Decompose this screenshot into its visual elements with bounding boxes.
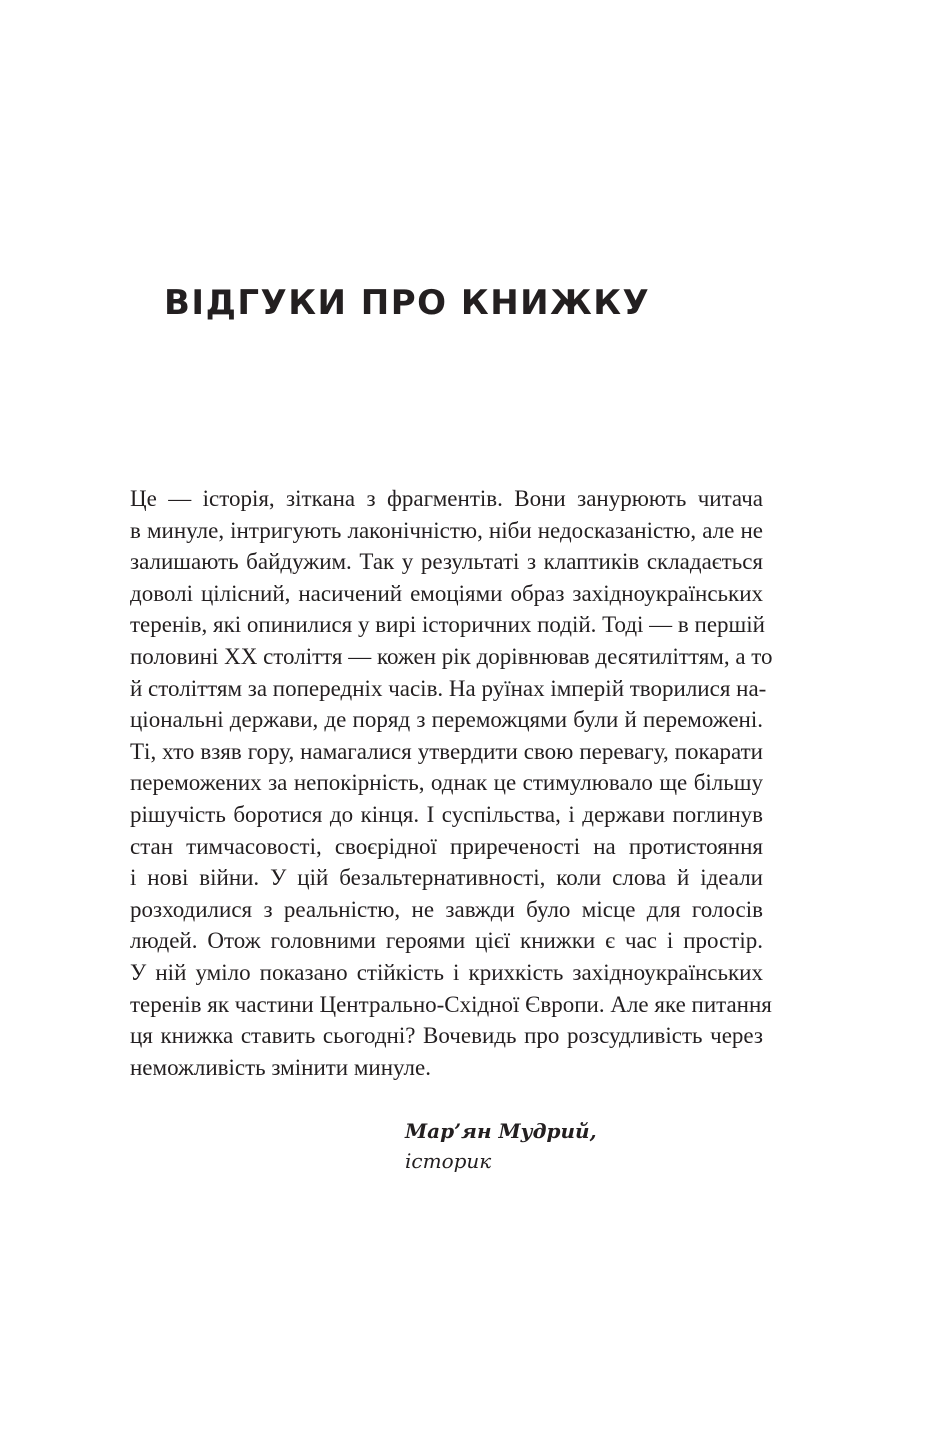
review-line: неможливість змінити минуле. — [130, 1054, 431, 1080]
review-line: половині XX століття — кожен рік дорівнював десятиліттям, а то — [130, 643, 773, 669]
review-line: Ті, хто взяв гору, намагалися утвердити свою перевагу, покарати — [130, 738, 763, 764]
author-role: історик — [405, 1149, 492, 1173]
review-line: теренів, які опинилися у вирі історичних подій. Тоді — в першій — [130, 612, 765, 638]
review-line: в минуле, інтригують лаконічністю, ніби недосказаністю, але не — [130, 517, 763, 543]
review-line: ціональні держави, де поряд з переможцями були й переможені. — [130, 707, 763, 733]
review-line: людей. Отож головними героями цієї книжки є час і простір. — [130, 928, 763, 954]
review-line: рішучість боротися до кінця. І суспільства, і держави поглинув — [130, 801, 763, 827]
review-paragraph — [130, 483, 773, 1083]
page-heading: ВІДГУКИ ПРО КНИЖКУ — [164, 283, 651, 323]
review-line: Це — історія, зіткана з фрагментів. Вони занурюють читача — [130, 486, 763, 511]
review-line: У ній уміло показано стійкість і крихкість західноукраїнських — [130, 959, 763, 985]
review-line: переможених за непокірність, однак це стимулювало ще більшу — [130, 770, 763, 796]
review-line: ця книжка ставить сьогодні? Вочевидь про розсудливість через — [130, 1023, 763, 1049]
review-line: і нові війни. У цій безальтернативності, коли слова й ідеали — [130, 865, 763, 891]
review-line: доволі цілісний, насичений емоціями образ західноукраїнських — [130, 580, 763, 606]
review-line: розходилися з реальністю, не завжди було місце для голосів — [130, 896, 763, 922]
review-signature — [405, 1116, 597, 1176]
review-line: залишають байдужим. Так у результаті з клаптиків складається — [130, 549, 763, 575]
author-name: Мар’ян Мудрий, — [405, 1119, 597, 1143]
review-line: й століттям за попередніх часів. На руїнах імперій творилися на- — [130, 675, 767, 701]
review-line: стан тимчасовості, своєрідної приреченості на протистояння — [130, 833, 763, 859]
review-line: теренів як частини Центрально-Східної Європи. Але яке питання — [130, 991, 772, 1017]
